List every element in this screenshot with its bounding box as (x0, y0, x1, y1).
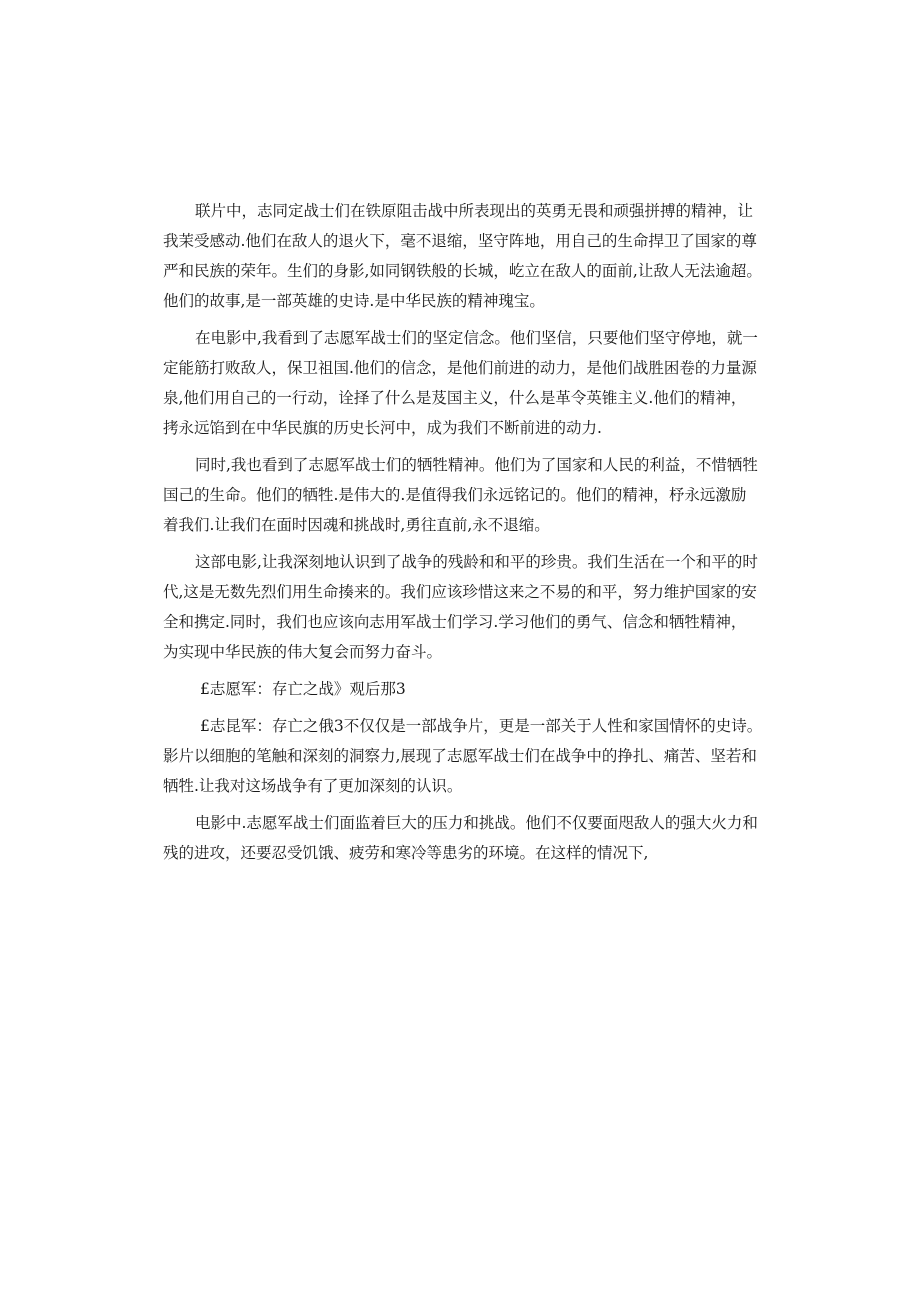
paragraph (163, 547, 763, 667)
text-line: 拷永远馅到在中华民旗的历史长河中，成为我们不断前进的动力. (163, 419, 602, 437)
text-line: 残的进攻，还要忍受饥饿、疲劳和寒冷等患劣的环境。在这样的情况下, (163, 844, 649, 862)
text-line: 牺牲.让我对这场战争有了更加深刻的认识。 (163, 777, 463, 795)
paragraph (163, 323, 763, 443)
text-line: 为实现中华民族的伟大复会而努力奋斗。 (163, 643, 443, 661)
text-line: 他们的故事,是一部英雄的史诗.是中华民族的精神瑰宝。 (163, 292, 545, 310)
text-line: 同时,我也看到了志愿军战士们的牺牲精神。他们为了国家和人民的利益，不惜牺牲 (195, 456, 758, 474)
text-line: 代,这是无数先烈们用生命揍来的。我们应该珍惜这来之不易的和平，努力维护国家的安 (163, 583, 757, 601)
text-line: 着我们.让我们在面时因魂和挑战时,勇往直前,永不退缩。 (163, 516, 550, 534)
paragraph (163, 450, 763, 540)
paragraph (163, 196, 763, 316)
text-line: 联片中，志同定战士们在铁原阻击战中所表现出的英勇无畏和顽强拼搏的精神，让 (195, 202, 754, 220)
text-line: 严和民族的荣年。生们的身影,如同钢铁般的长城，屹立在敌人的面前,让敌人无法逾超。 (163, 262, 762, 280)
text-line: 泉,他们用自己的一行动，诠择了什么是芨国主义，什么是革令英锥主义.他们的精神， (163, 389, 747, 407)
text-line: 国己的生命。他们的牺牲.是伟大的.是值得我们永远铭记的。他们的精神，杼永远激励 (163, 486, 747, 504)
paragraph (163, 808, 763, 868)
text-line: 电影中.志愿军战士们面监着巨大的压力和挑战。他们不仅要面咫敌人的强大火力和 (195, 814, 758, 832)
text-line: 在电影中,我看到了志愿军战士们的坚定信念。他们坚信，只要他们坚守停地，就一 (195, 329, 758, 347)
text-line: 影片以细胞的笔触和深刻的洞察力,展现了志愿军战士们在战争中的挣扎、痛苦、坚若和 (163, 747, 757, 765)
text-line: £志愿军：存亡之战》观后那3 (200, 680, 406, 698)
text-line: 定能筋打败敌人，保卫祖国.他们的信念，是他们前进的动力，是他们战胜困卷的力量源 (163, 359, 757, 377)
text-line: 我茉受感动.他们在敌人的退火下，毫不退缩，坚守阵地，用自己的生命捍卫了国家的尊 (163, 232, 757, 250)
subheading-paragraph (163, 674, 763, 704)
text-line: 这部电影,让我深刻地认识到了战争的残龄和和平的珍贵。我们生活在一个和平的时 (195, 553, 758, 571)
text-line: 全和携定.同时，我们也应该向志用军战士们学习.学习他们的勇气、信念和牺牲精神， (163, 613, 747, 631)
text-line: £志昆军：存亡之俄3不仅仅是一部战争片，更是一部关于人性和家国情怀的史诗。 (200, 717, 763, 735)
subheading-paragraph (163, 711, 763, 801)
document-body (163, 196, 763, 875)
